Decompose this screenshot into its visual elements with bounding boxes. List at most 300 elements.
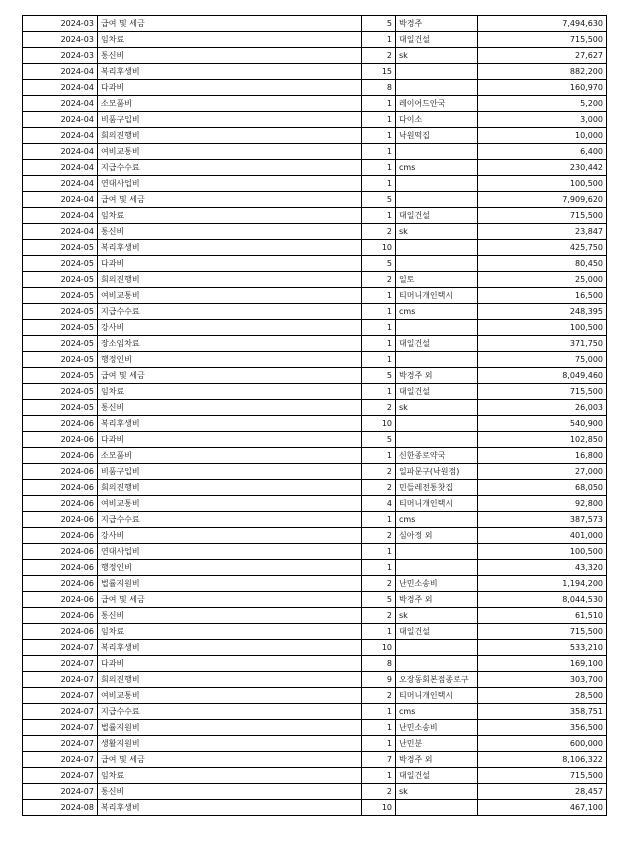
amount-cell: 358,751 bbox=[478, 704, 607, 720]
vendor-cell: 심아정 외 bbox=[396, 528, 478, 544]
amount-cell: 387,573 bbox=[478, 512, 607, 528]
table-row bbox=[23, 800, 607, 816]
count-cell: 1 bbox=[362, 448, 396, 464]
category-cell: 법률지원비 bbox=[98, 720, 362, 736]
table-row bbox=[23, 192, 607, 208]
category-cell: 행정인비 bbox=[98, 352, 362, 368]
table-row bbox=[23, 368, 607, 384]
month-cell: 2024-06 bbox=[23, 528, 98, 544]
count-cell: 2 bbox=[362, 784, 396, 800]
table-row bbox=[23, 80, 607, 96]
vendor-cell bbox=[396, 64, 478, 80]
month-cell: 2024-07 bbox=[23, 720, 98, 736]
vendor-cell bbox=[396, 640, 478, 656]
count-cell: 1 bbox=[362, 736, 396, 752]
vendor-cell: 일토 bbox=[396, 272, 478, 288]
vendor-cell: 티머니개인택시 bbox=[396, 496, 478, 512]
vendor-cell: 대일건설 bbox=[396, 384, 478, 400]
vendor-cell: 난민분 bbox=[396, 736, 478, 752]
count-cell: 15 bbox=[362, 64, 396, 80]
table-row bbox=[23, 224, 607, 240]
count-cell: 5 bbox=[362, 592, 396, 608]
category-cell: 비품구입비 bbox=[98, 464, 362, 480]
count-cell: 2 bbox=[362, 400, 396, 416]
count-cell: 1 bbox=[362, 384, 396, 400]
vendor-cell bbox=[396, 352, 478, 368]
month-cell: 2024-04 bbox=[23, 96, 98, 112]
month-cell: 2024-04 bbox=[23, 144, 98, 160]
amount-cell: 715,500 bbox=[478, 768, 607, 784]
month-cell: 2024-07 bbox=[23, 784, 98, 800]
amount-cell: 100,500 bbox=[478, 176, 607, 192]
month-cell: 2024-07 bbox=[23, 640, 98, 656]
category-cell: 통신비 bbox=[98, 784, 362, 800]
count-cell: 4 bbox=[362, 496, 396, 512]
amount-cell: 68,050 bbox=[478, 480, 607, 496]
month-cell: 2024-05 bbox=[23, 336, 98, 352]
table-row bbox=[23, 240, 607, 256]
vendor-cell: cms bbox=[396, 160, 478, 176]
month-cell: 2024-06 bbox=[23, 608, 98, 624]
table-row bbox=[23, 432, 607, 448]
table-row bbox=[23, 672, 607, 688]
expense-table-body bbox=[23, 16, 607, 816]
vendor-cell: 난민소송비 bbox=[396, 576, 478, 592]
category-cell: 급여 및 세금 bbox=[98, 368, 362, 384]
table-row bbox=[23, 304, 607, 320]
table-row bbox=[23, 48, 607, 64]
category-cell: 임차료 bbox=[98, 768, 362, 784]
vendor-cell: 낙원떡집 bbox=[396, 128, 478, 144]
amount-cell: 715,500 bbox=[478, 384, 607, 400]
category-cell: 여비교통비 bbox=[98, 288, 362, 304]
category-cell: 회의진행비 bbox=[98, 480, 362, 496]
table-row bbox=[23, 576, 607, 592]
amount-cell: 26,003 bbox=[478, 400, 607, 416]
category-cell: 임차료 bbox=[98, 208, 362, 224]
table-row bbox=[23, 256, 607, 272]
table-row bbox=[23, 384, 607, 400]
category-cell: 다과비 bbox=[98, 256, 362, 272]
count-cell: 1 bbox=[362, 704, 396, 720]
vendor-cell: 오장동회본점종로구 bbox=[396, 672, 478, 688]
table-row bbox=[23, 544, 607, 560]
count-cell: 10 bbox=[362, 240, 396, 256]
amount-cell: 5,200 bbox=[478, 96, 607, 112]
table-row bbox=[23, 688, 607, 704]
amount-cell: 600,000 bbox=[478, 736, 607, 752]
table-row bbox=[23, 288, 607, 304]
month-cell: 2024-03 bbox=[23, 48, 98, 64]
category-cell: 복리후생비 bbox=[98, 240, 362, 256]
amount-cell: 92,800 bbox=[478, 496, 607, 512]
table-row bbox=[23, 496, 607, 512]
category-cell: 급여 및 세금 bbox=[98, 16, 362, 32]
count-cell: 1 bbox=[362, 288, 396, 304]
count-cell: 1 bbox=[362, 144, 396, 160]
amount-cell: 10,000 bbox=[478, 128, 607, 144]
amount-cell: 467,100 bbox=[478, 800, 607, 816]
category-cell: 소모품비 bbox=[98, 448, 362, 464]
expense-table bbox=[22, 15, 607, 816]
month-cell: 2024-05 bbox=[23, 256, 98, 272]
table-row bbox=[23, 560, 607, 576]
table-row bbox=[23, 320, 607, 336]
category-cell: 복리후생비 bbox=[98, 416, 362, 432]
category-cell: 회의진행비 bbox=[98, 672, 362, 688]
month-cell: 2024-04 bbox=[23, 112, 98, 128]
amount-cell: 230,442 bbox=[478, 160, 607, 176]
category-cell: 통신비 bbox=[98, 608, 362, 624]
count-cell: 1 bbox=[362, 720, 396, 736]
category-cell: 강사비 bbox=[98, 528, 362, 544]
count-cell: 5 bbox=[362, 368, 396, 384]
month-cell: 2024-06 bbox=[23, 464, 98, 480]
month-cell: 2024-05 bbox=[23, 320, 98, 336]
vendor-cell: 박경주 외 bbox=[396, 592, 478, 608]
vendor-cell: 티머니개인택시 bbox=[396, 688, 478, 704]
table-row bbox=[23, 64, 607, 80]
vendor-cell: sk bbox=[396, 48, 478, 64]
amount-cell: 715,500 bbox=[478, 624, 607, 640]
table-row bbox=[23, 144, 607, 160]
month-cell: 2024-07 bbox=[23, 768, 98, 784]
count-cell: 1 bbox=[362, 320, 396, 336]
month-cell: 2024-06 bbox=[23, 592, 98, 608]
table-row bbox=[23, 352, 607, 368]
month-cell: 2024-07 bbox=[23, 736, 98, 752]
category-cell: 행정인비 bbox=[98, 560, 362, 576]
count-cell: 9 bbox=[362, 672, 396, 688]
amount-cell: 882,200 bbox=[478, 64, 607, 80]
count-cell: 2 bbox=[362, 688, 396, 704]
vendor-cell: 신한종로약국 bbox=[396, 448, 478, 464]
month-cell: 2024-05 bbox=[23, 400, 98, 416]
count-cell: 8 bbox=[362, 80, 396, 96]
vendor-cell: 박경주 외 bbox=[396, 368, 478, 384]
table-row bbox=[23, 464, 607, 480]
count-cell: 5 bbox=[362, 16, 396, 32]
amount-cell: 100,500 bbox=[478, 544, 607, 560]
amount-cell: 8,049,460 bbox=[478, 368, 607, 384]
vendor-cell: 대일건설 bbox=[396, 208, 478, 224]
vendor-cell bbox=[396, 256, 478, 272]
month-cell: 2024-04 bbox=[23, 224, 98, 240]
vendor-cell bbox=[396, 320, 478, 336]
category-cell: 복리후생비 bbox=[98, 64, 362, 80]
amount-cell: 1,194,200 bbox=[478, 576, 607, 592]
count-cell: 1 bbox=[362, 112, 396, 128]
table-row bbox=[23, 608, 607, 624]
table-row bbox=[23, 720, 607, 736]
month-cell: 2024-05 bbox=[23, 304, 98, 320]
month-cell: 2024-07 bbox=[23, 672, 98, 688]
amount-cell: 43,320 bbox=[478, 560, 607, 576]
table-row bbox=[23, 592, 607, 608]
vendor-cell: cms bbox=[396, 304, 478, 320]
month-cell: 2024-04 bbox=[23, 128, 98, 144]
amount-cell: 8,106,322 bbox=[478, 752, 607, 768]
month-cell: 2024-04 bbox=[23, 208, 98, 224]
amount-cell: 27,000 bbox=[478, 464, 607, 480]
table-row bbox=[23, 512, 607, 528]
table-row bbox=[23, 160, 607, 176]
count-cell: 1 bbox=[362, 208, 396, 224]
month-cell: 2024-06 bbox=[23, 432, 98, 448]
table-row bbox=[23, 480, 607, 496]
vendor-cell: cms bbox=[396, 512, 478, 528]
vendor-cell bbox=[396, 240, 478, 256]
count-cell: 1 bbox=[362, 768, 396, 784]
category-cell: 회의진행비 bbox=[98, 128, 362, 144]
table-row bbox=[23, 336, 607, 352]
vendor-cell: 일파문구(낙원점) bbox=[396, 464, 478, 480]
amount-cell: 533,210 bbox=[478, 640, 607, 656]
amount-cell: 23,847 bbox=[478, 224, 607, 240]
vendor-cell: 박경주 외 bbox=[396, 752, 478, 768]
category-cell: 지급수수료 bbox=[98, 704, 362, 720]
category-cell: 통신비 bbox=[98, 224, 362, 240]
category-cell: 임차료 bbox=[98, 32, 362, 48]
vendor-cell: 대일건설 bbox=[396, 336, 478, 352]
month-cell: 2024-05 bbox=[23, 272, 98, 288]
table-row bbox=[23, 640, 607, 656]
table-row bbox=[23, 656, 607, 672]
count-cell: 10 bbox=[362, 640, 396, 656]
vendor-cell bbox=[396, 544, 478, 560]
month-cell: 2024-06 bbox=[23, 544, 98, 560]
amount-cell: 27,627 bbox=[478, 48, 607, 64]
table-row bbox=[23, 32, 607, 48]
month-cell: 2024-06 bbox=[23, 624, 98, 640]
count-cell: 10 bbox=[362, 416, 396, 432]
month-cell: 2024-05 bbox=[23, 368, 98, 384]
amount-cell: 248,395 bbox=[478, 304, 607, 320]
month-cell: 2024-06 bbox=[23, 480, 98, 496]
table-row bbox=[23, 448, 607, 464]
vendor-cell: 다이소 bbox=[396, 112, 478, 128]
category-cell: 소모품비 bbox=[98, 96, 362, 112]
count-cell: 1 bbox=[362, 512, 396, 528]
amount-cell: 715,500 bbox=[478, 32, 607, 48]
category-cell: 강사비 bbox=[98, 320, 362, 336]
table-row bbox=[23, 400, 607, 416]
vendor-cell: 민들레전통찻집 bbox=[396, 480, 478, 496]
count-cell: 5 bbox=[362, 256, 396, 272]
vendor-cell bbox=[396, 656, 478, 672]
table-row bbox=[23, 128, 607, 144]
vendor-cell bbox=[396, 176, 478, 192]
category-cell: 여비교통비 bbox=[98, 496, 362, 512]
amount-cell: 100,500 bbox=[478, 320, 607, 336]
vendor-cell bbox=[396, 560, 478, 576]
table-row bbox=[23, 16, 607, 32]
table-row bbox=[23, 768, 607, 784]
amount-cell: 401,000 bbox=[478, 528, 607, 544]
vendor-cell: sk bbox=[396, 224, 478, 240]
amount-cell: 28,457 bbox=[478, 784, 607, 800]
amount-cell: 3,000 bbox=[478, 112, 607, 128]
count-cell: 2 bbox=[362, 272, 396, 288]
amount-cell: 303,700 bbox=[478, 672, 607, 688]
amount-cell: 80,450 bbox=[478, 256, 607, 272]
count-cell: 7 bbox=[362, 752, 396, 768]
count-cell: 2 bbox=[362, 576, 396, 592]
vendor-cell: 대일건설 bbox=[396, 624, 478, 640]
count-cell: 1 bbox=[362, 176, 396, 192]
count-cell: 1 bbox=[362, 544, 396, 560]
count-cell: 2 bbox=[362, 48, 396, 64]
vendor-cell: cms bbox=[396, 704, 478, 720]
count-cell: 1 bbox=[362, 160, 396, 176]
category-cell: 다과비 bbox=[98, 80, 362, 96]
amount-cell: 28,500 bbox=[478, 688, 607, 704]
vendor-cell bbox=[396, 416, 478, 432]
amount-cell: 16,800 bbox=[478, 448, 607, 464]
count-cell: 5 bbox=[362, 432, 396, 448]
vendor-cell: 대일건설 bbox=[396, 768, 478, 784]
month-cell: 2024-07 bbox=[23, 704, 98, 720]
category-cell: 지급수수료 bbox=[98, 160, 362, 176]
amount-cell: 102,850 bbox=[478, 432, 607, 448]
vendor-cell bbox=[396, 192, 478, 208]
category-cell: 통신비 bbox=[98, 400, 362, 416]
month-cell: 2024-05 bbox=[23, 240, 98, 256]
amount-cell: 16,500 bbox=[478, 288, 607, 304]
amount-cell: 425,750 bbox=[478, 240, 607, 256]
vendor-cell: 레이어드안국 bbox=[396, 96, 478, 112]
category-cell: 복리후생비 bbox=[98, 800, 362, 816]
vendor-cell: sk bbox=[396, 784, 478, 800]
amount-cell: 169,100 bbox=[478, 656, 607, 672]
vendor-cell: sk bbox=[396, 400, 478, 416]
vendor-cell: 난민소송비 bbox=[396, 720, 478, 736]
month-cell: 2024-07 bbox=[23, 688, 98, 704]
category-cell: 복리후생비 bbox=[98, 640, 362, 656]
month-cell: 2024-07 bbox=[23, 752, 98, 768]
category-cell: 장소임차료 bbox=[98, 336, 362, 352]
amount-cell: 25,000 bbox=[478, 272, 607, 288]
category-cell: 법률지원비 bbox=[98, 576, 362, 592]
count-cell: 2 bbox=[362, 224, 396, 240]
amount-cell: 160,970 bbox=[478, 80, 607, 96]
category-cell: 임차료 bbox=[98, 624, 362, 640]
category-cell: 지급수수료 bbox=[98, 304, 362, 320]
category-cell: 임차료 bbox=[98, 384, 362, 400]
count-cell: 1 bbox=[362, 96, 396, 112]
vendor-cell: 박경주 bbox=[396, 16, 478, 32]
category-cell: 통신비 bbox=[98, 48, 362, 64]
month-cell: 2024-05 bbox=[23, 288, 98, 304]
category-cell: 연대사업비 bbox=[98, 544, 362, 560]
month-cell: 2024-04 bbox=[23, 160, 98, 176]
count-cell: 2 bbox=[362, 464, 396, 480]
amount-cell: 356,500 bbox=[478, 720, 607, 736]
count-cell: 2 bbox=[362, 608, 396, 624]
count-cell: 1 bbox=[362, 624, 396, 640]
category-cell: 여비교통비 bbox=[98, 688, 362, 704]
amount-cell: 75,000 bbox=[478, 352, 607, 368]
table-row bbox=[23, 112, 607, 128]
month-cell: 2024-04 bbox=[23, 192, 98, 208]
vendor-cell bbox=[396, 144, 478, 160]
vendor-cell bbox=[396, 80, 478, 96]
vendor-cell: sk bbox=[396, 608, 478, 624]
month-cell: 2024-04 bbox=[23, 80, 98, 96]
month-cell: 2024-06 bbox=[23, 416, 98, 432]
month-cell: 2024-06 bbox=[23, 496, 98, 512]
amount-cell: 61,510 bbox=[478, 608, 607, 624]
amount-cell: 371,750 bbox=[478, 336, 607, 352]
count-cell: 1 bbox=[362, 560, 396, 576]
vendor-cell: 대일건설 bbox=[396, 32, 478, 48]
month-cell: 2024-06 bbox=[23, 448, 98, 464]
table-row bbox=[23, 272, 607, 288]
vendor-cell bbox=[396, 432, 478, 448]
table-row bbox=[23, 528, 607, 544]
category-cell: 급여 및 세금 bbox=[98, 752, 362, 768]
count-cell: 10 bbox=[362, 800, 396, 816]
month-cell: 2024-07 bbox=[23, 656, 98, 672]
vendor-cell bbox=[396, 800, 478, 816]
category-cell: 급여 및 세금 bbox=[98, 192, 362, 208]
month-cell: 2024-08 bbox=[23, 800, 98, 816]
amount-cell: 7,494,630 bbox=[478, 16, 607, 32]
count-cell: 1 bbox=[362, 128, 396, 144]
month-cell: 2024-06 bbox=[23, 576, 98, 592]
count-cell: 5 bbox=[362, 192, 396, 208]
table-row bbox=[23, 704, 607, 720]
month-cell: 2024-03 bbox=[23, 32, 98, 48]
table-row bbox=[23, 208, 607, 224]
table-row bbox=[23, 736, 607, 752]
month-cell: 2024-05 bbox=[23, 384, 98, 400]
count-cell: 1 bbox=[362, 304, 396, 320]
category-cell: 연대사업비 bbox=[98, 176, 362, 192]
count-cell: 8 bbox=[362, 656, 396, 672]
amount-cell: 8,044,530 bbox=[478, 592, 607, 608]
amount-cell: 6,400 bbox=[478, 144, 607, 160]
count-cell: 1 bbox=[362, 32, 396, 48]
month-cell: 2024-04 bbox=[23, 176, 98, 192]
category-cell: 비품구입비 bbox=[98, 112, 362, 128]
count-cell: 2 bbox=[362, 480, 396, 496]
table-row bbox=[23, 624, 607, 640]
amount-cell: 540,900 bbox=[478, 416, 607, 432]
count-cell: 1 bbox=[362, 352, 396, 368]
amount-cell: 715,500 bbox=[478, 208, 607, 224]
category-cell: 회의진행비 bbox=[98, 272, 362, 288]
vendor-cell: 티머니개인택시 bbox=[396, 288, 478, 304]
amount-cell: 7,909,620 bbox=[478, 192, 607, 208]
table-row bbox=[23, 416, 607, 432]
table-row bbox=[23, 176, 607, 192]
month-cell: 2024-04 bbox=[23, 64, 98, 80]
table-row bbox=[23, 96, 607, 112]
category-cell: 생활지원비 bbox=[98, 736, 362, 752]
category-cell: 지급수수료 bbox=[98, 512, 362, 528]
month-cell: 2024-05 bbox=[23, 352, 98, 368]
category-cell: 다과비 bbox=[98, 432, 362, 448]
table-row bbox=[23, 784, 607, 800]
table-row bbox=[23, 752, 607, 768]
count-cell: 2 bbox=[362, 528, 396, 544]
category-cell: 여비교통비 bbox=[98, 144, 362, 160]
month-cell: 2024-06 bbox=[23, 512, 98, 528]
category-cell: 급여 및 세금 bbox=[98, 592, 362, 608]
category-cell: 다과비 bbox=[98, 656, 362, 672]
count-cell: 1 bbox=[362, 336, 396, 352]
